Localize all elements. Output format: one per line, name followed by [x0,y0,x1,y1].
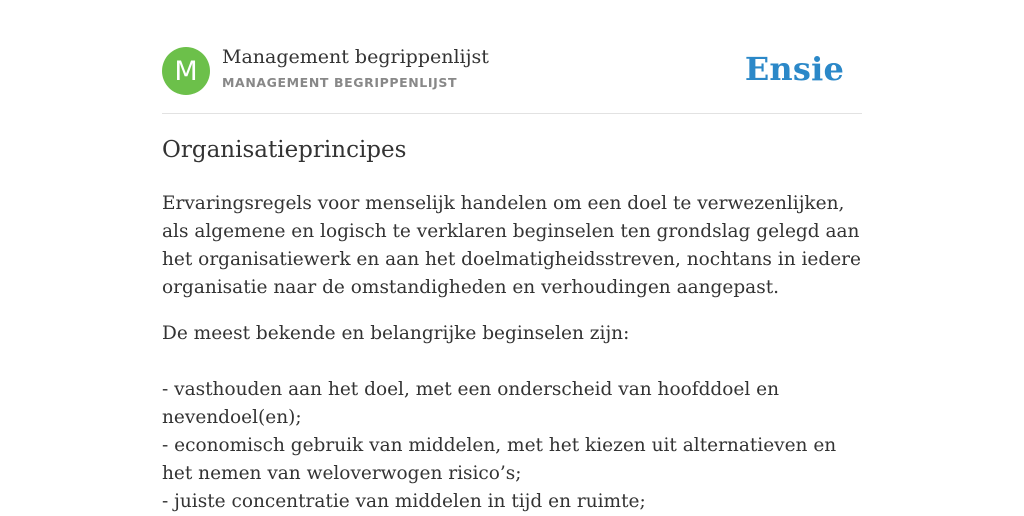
definition-paragraph: Ervaringsregels voor menselijk handelen om een doel te verwezenlijken, als algemene en logisch te verklaren beginselen ten grondslag gelegd aan het organisatiewerk en aan het doelmatigheidsstreven, nochtans in iedere organisatie naar de omstandigheden en verhoudingen aangepast. [162,193,861,298]
list-item: - economisch gebruik van middelen, met het kiezen uit alternatieven en het nemen van weloverwogen risico’s; [162,435,837,484]
list-item: - juiste concentratie van middelen in tijd en ruimte; [162,491,646,512]
list-item: - vasthouden aan het doel, met een onderscheid van hoofddoel en nevendoel(en); [162,379,780,428]
site-subtitle: MANAGEMENT BEGRIPPENLIJST [222,75,458,90]
list-spacer [162,348,862,376]
list-intro: De meest bekende en belangrijke beginselen zijn: [162,323,630,344]
site-title-link[interactable]: Management begrippenlijst [222,46,489,68]
site-header [162,46,862,96]
article-body [162,190,862,516]
ensie-logo[interactable]: Ensie [744,50,844,88]
avatar[interactable]: M [162,47,210,95]
header-divider [162,113,862,114]
principles-list [162,320,862,516]
page-title: Organisatieprincipes [162,137,407,163]
